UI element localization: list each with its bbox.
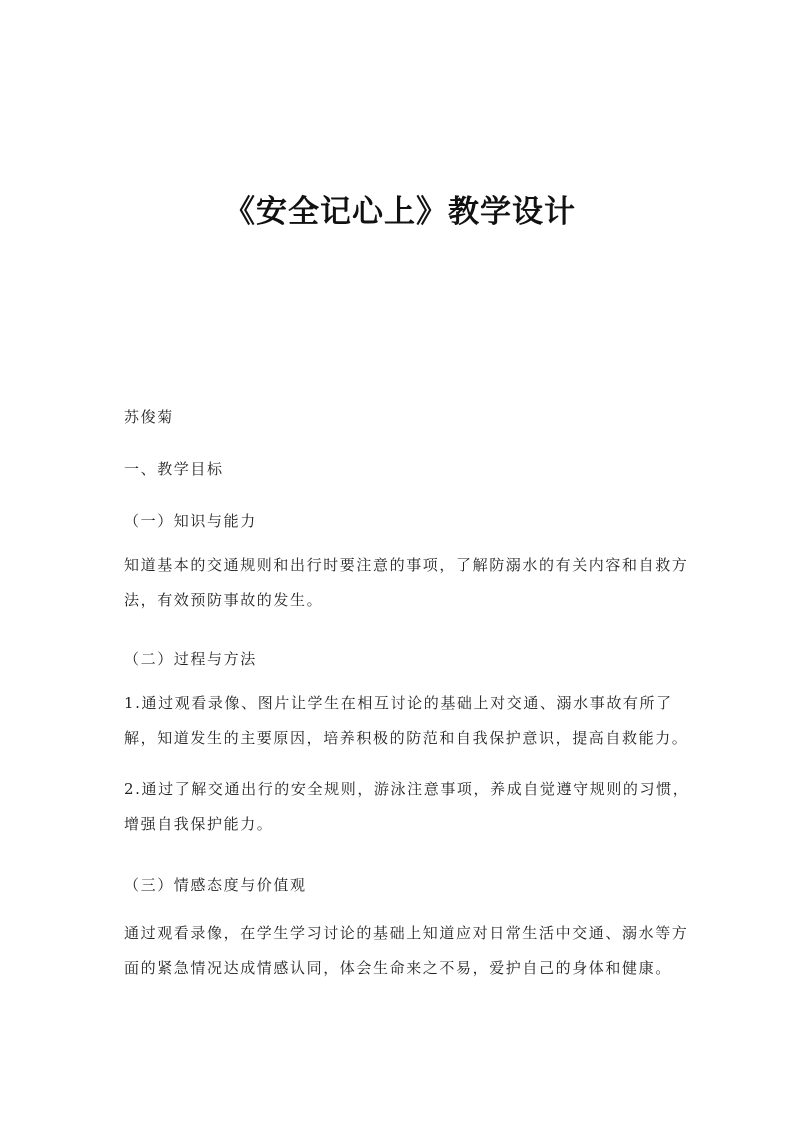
paragraph-process-method-2 bbox=[124, 772, 690, 842]
text-line: 法，有效预防事故的发生。 bbox=[124, 591, 324, 609]
text-line: （二）过程与方法 bbox=[124, 650, 257, 668]
text-line: 增强自我保护能力。 bbox=[124, 815, 274, 833]
text-line: （三）情感态度与价值观 bbox=[124, 876, 307, 894]
text-line: 通过观看录像，在学生学习讨论的基础上知道应对日常生活中交通、溺水等方 bbox=[124, 924, 689, 942]
author-line: 苏俊菊 bbox=[124, 408, 174, 426]
subheading-process-method bbox=[124, 642, 680, 677]
document-title: 《安全记心上》教学设计 bbox=[224, 194, 576, 230]
subheading-knowledge-ability bbox=[124, 504, 680, 539]
paragraph-process-method-1 bbox=[124, 686, 689, 756]
author-name bbox=[124, 400, 680, 435]
text-line: 知道基本的交通规则和出行时要注意的事项，了解防溺水的有关内容和自救方 bbox=[124, 556, 689, 574]
text-line: 一、教学目标 bbox=[124, 460, 224, 478]
heading-teaching-goals bbox=[124, 452, 680, 487]
paragraph-knowledge-ability bbox=[124, 548, 689, 618]
text-line: 面的紧急情况达成情感认同，体会生命来之不易，爱护自己的身体和健康。 bbox=[124, 959, 672, 977]
paragraph-attitude-values bbox=[124, 916, 689, 986]
text-line: （一）知识与能力 bbox=[124, 512, 257, 530]
subheading-attitude-values bbox=[124, 868, 680, 903]
text-line: 1.通过观看录像、图片让学生在相互讨论的基础上对交通、溺水事故有所了 bbox=[124, 694, 673, 712]
text-line: 解，知道发生的主要原因，培养积极的防范和自我保护意识，提高自救能力。 bbox=[124, 729, 689, 747]
text-line: 2.通过了解交通出行的安全规则，游泳注意事项，养成自觉遵守规则的习惯， bbox=[124, 780, 690, 798]
